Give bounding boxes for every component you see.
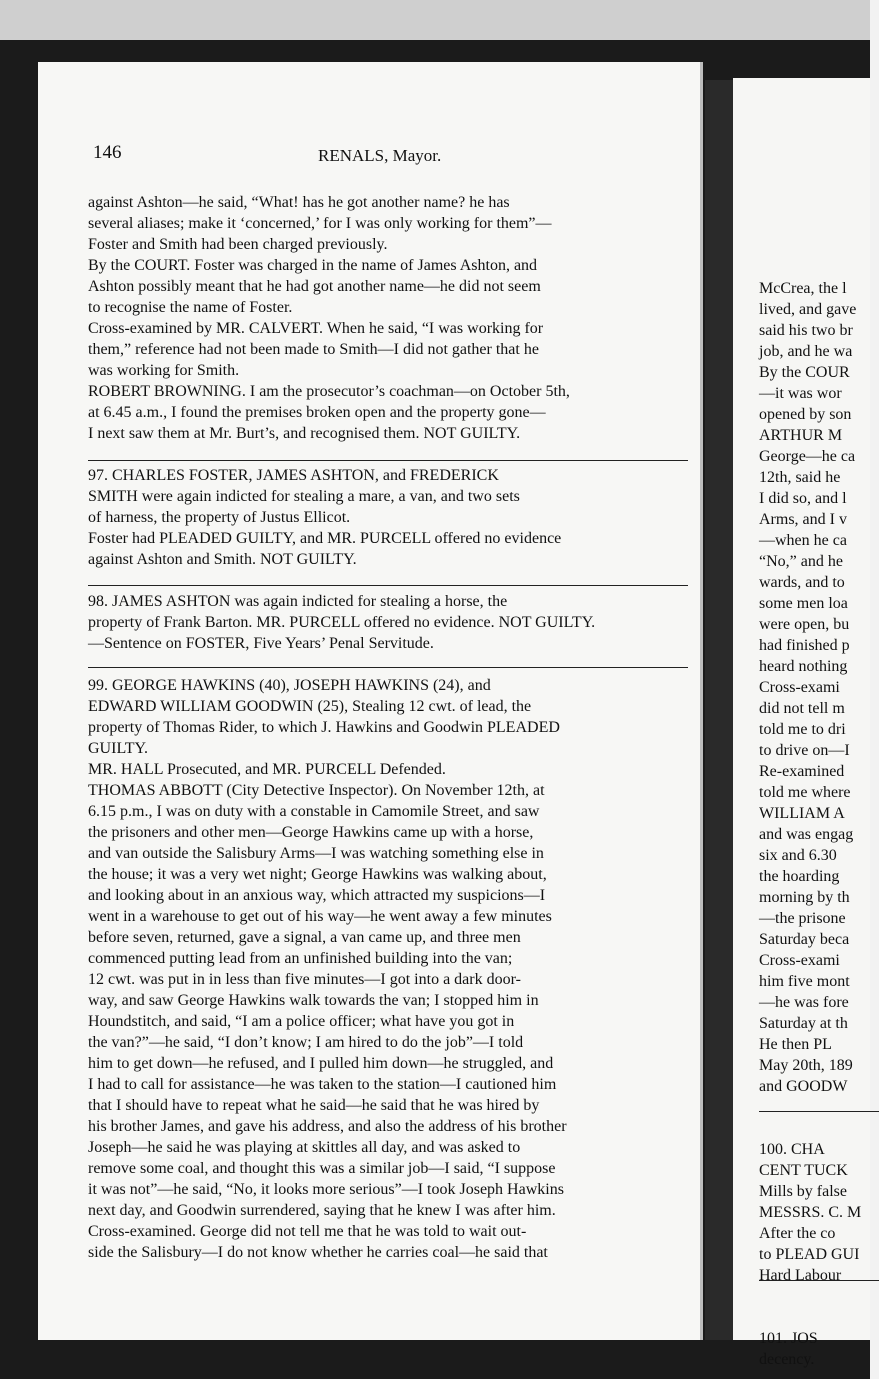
right-section-rule-1 xyxy=(759,1111,879,1112)
text-line-4: Ashton possibly meant that he had got another name—he did not seem xyxy=(88,278,541,295)
right-text-line-12: —when he ca xyxy=(759,532,847,549)
text-line-47: it was not”—he said, “No, it looks more serious”—I took Joseph Hawkins xyxy=(88,1181,564,1198)
text-line-11: I next saw them at Mr. Burt’s, and recognised them. NOT GUILTY. xyxy=(88,425,521,442)
right-text-line-8: George—he ca xyxy=(759,448,856,465)
text-line-41: him to get down—he refused, and I pulled him down—he struggled, and xyxy=(88,1055,554,1072)
text-line-18 xyxy=(88,570,688,591)
right-text-line-0: McCrea, the l xyxy=(759,280,847,297)
right-text-line-15: some men loa xyxy=(759,595,848,612)
text-line-9: ROBERT BROWNING. I am the prosecutor’s coachman—on October 5th, xyxy=(88,383,570,400)
right-text-line-38: and GOODW xyxy=(759,1078,848,1095)
right-text-line-49 xyxy=(759,1307,879,1328)
left-page-text xyxy=(88,192,688,1263)
right-text-line-10: I did so, and l xyxy=(759,490,847,507)
text-line-44: his brother James, and gave his address, and also the address of his brother xyxy=(88,1118,567,1135)
right-text-line-20: did not tell m xyxy=(759,700,845,717)
right-text-line-34: —he was fore xyxy=(759,994,849,1011)
text-line-45: Joseph—he said he was playing at skittles all day, and was asked to xyxy=(88,1139,521,1156)
text-line-0: against Ashton—he said, “What! has he got another name? he has xyxy=(88,194,510,211)
right-text-line-25: WILLIAM A xyxy=(759,805,845,822)
text-line-25: property of Thomas Rider, to which J. Hawkins and Goodwin PLEADED xyxy=(88,719,560,736)
text-line-21: —Sentence on FOSTER, Five Years’ Penal Servitude. xyxy=(88,635,434,652)
right-text-line-3: job, and he wa xyxy=(759,343,853,360)
text-line-46: remove some coal, and thought this was a similar job—I said, “I suppose xyxy=(88,1160,556,1177)
text-line-30: the prisoners and other men—George Hawkins came up with a horse, xyxy=(88,824,534,841)
right-text-line-45: After the co xyxy=(759,1225,836,1242)
page-number: 146 xyxy=(93,142,122,163)
right-section-rule-2 xyxy=(759,1280,879,1281)
right-text-line-21: told me to dri xyxy=(759,721,846,738)
right-text-line-9: 12th, said he xyxy=(759,469,841,486)
text-line-26: GUILTY. xyxy=(88,740,149,757)
right-text-line-1: lived, and gave xyxy=(759,301,857,318)
text-line-40: the van?”—he said, “I don’t know; I am hired to do the job”—I told xyxy=(88,1034,524,1051)
section-rule-97 xyxy=(88,460,688,461)
right-text-line-14: wards, and to xyxy=(759,574,845,591)
text-line-24: EDWARD WILLIAM GOODWIN (25), Stealing 12 cwt. of lead, the xyxy=(88,698,532,715)
text-line-39: Houndstitch, and said, “I am a police officer; what have you got in xyxy=(88,1013,515,1030)
right-text-line-47: Hard Labour xyxy=(759,1267,842,1284)
right-text-line-29: morning by th xyxy=(759,889,850,906)
text-line-42: I had to call for assistance—he was taken to the station—I cautioned him xyxy=(88,1076,557,1093)
text-line-13: 97. CHARLES FOSTER, JAMES ASHTON, and FREDERICK xyxy=(88,467,499,484)
right-text-line-11: Arms, and I v xyxy=(759,511,847,528)
right-text-line-17: had finished p xyxy=(759,637,850,654)
right-text-line-40 xyxy=(759,1118,879,1139)
right-text-line-28: the hoarding xyxy=(759,868,840,885)
right-text-line-22: to drive on—I xyxy=(759,742,850,759)
right-text-line-7: ARTHUR M xyxy=(759,427,843,444)
right-text-line-41: 100. CHA xyxy=(759,1141,825,1158)
right-text-line-16: were open, bu xyxy=(759,616,850,633)
text-line-1: several aliases; make it ‘concerned,’ for I was only working for them”— xyxy=(88,215,552,232)
right-text-line-26: and was engag xyxy=(759,826,854,843)
text-line-20: property of Frank Barton. MR. PURCELL offered no evidence. NOT GUILTY. xyxy=(88,614,596,631)
right-text-line-50: 101. JOS xyxy=(759,1330,818,1347)
right-text-line-35: Saturday at th xyxy=(759,1015,848,1032)
text-line-7: them,” reference had not been made to Smith—I did not gather that he xyxy=(88,341,539,358)
text-line-32: the house; it was a very wet night; George Hawkins was walking about, xyxy=(88,866,547,883)
right-text-line-24: told me where xyxy=(759,784,851,801)
text-line-19: 98. JAMES ASHTON was again indicted for stealing a horse, the xyxy=(88,593,508,610)
text-line-34: went in a warehouse to get out of his way—he went away a few minutes xyxy=(88,908,552,925)
text-line-23: 99. GEORGE HAWKINS (40), JOSEPH HAWKINS (24), and xyxy=(88,677,491,694)
text-line-22 xyxy=(88,654,688,675)
text-line-50: side the Salisbury—I do not know whether he carries coal—he said that xyxy=(88,1244,548,1261)
right-text-line-32: Cross-exami xyxy=(759,952,840,969)
text-line-14: SMITH were again indicted for stealing a mare, a van, and two sets xyxy=(88,488,520,505)
text-line-16: Foster had PLEADED GUILTY, and MR. PURCELL offered no evidence xyxy=(88,530,562,547)
text-line-12 xyxy=(88,444,688,465)
book-spine xyxy=(705,80,733,1340)
text-line-48: next day, and Goodwin surrendered, saying that he knew I was after him. xyxy=(88,1202,556,1219)
text-line-15: of harness, the property of Justus Ellicot. xyxy=(88,509,351,526)
text-line-27: MR. HALL Prosecuted, and MR. PURCELL Defended. xyxy=(88,761,446,778)
right-text-line-51: decency. xyxy=(759,1351,815,1368)
right-text-line-43: Mills by false xyxy=(759,1183,847,1200)
text-line-35: before seven, returned, gave a signal, a van came up, and three men xyxy=(88,929,521,946)
text-line-10: at 6.45 a.m., I found the premises broken open and the property gone— xyxy=(88,404,546,421)
right-text-line-6: opened by son xyxy=(759,406,852,423)
text-line-36: commenced putting lead from an unfinished building into the van; xyxy=(88,950,513,967)
right-text-line-13: “No,” and he xyxy=(759,553,843,570)
right-page-text xyxy=(759,278,879,1370)
text-line-31: and van outside the Salisbury Arms—I was watching something else in xyxy=(88,845,544,862)
right-text-line-5: —it was wor xyxy=(759,385,842,402)
right-text-line-23: Re-examined xyxy=(759,763,845,780)
right-text-line-46: to PLEAD GUI xyxy=(759,1246,860,1263)
right-text-line-42: CENT TUCK xyxy=(759,1162,848,1179)
right-text-line-18: heard nothing xyxy=(759,658,848,675)
right-text-line-39 xyxy=(759,1097,879,1118)
text-line-5: to recognise the name of Foster. xyxy=(88,299,293,316)
text-line-2: Foster and Smith had been charged previously. xyxy=(88,236,388,253)
text-line-29: 6.15 p.m., I was on duty with a constable in Camomile Street, and saw xyxy=(88,803,540,820)
text-line-37: 12 cwt. was put in in less than five minutes—I got into a dark door- xyxy=(88,971,521,988)
text-line-49: Cross-examined. George did not tell me that he was told to wait out- xyxy=(88,1223,527,1240)
section-rule-99 xyxy=(88,667,688,668)
right-text-line-33: him five mont xyxy=(759,973,850,990)
right-text-line-44: MESSRS. C. M xyxy=(759,1204,862,1221)
right-text-line-31: Saturday beca xyxy=(759,931,850,948)
text-line-38: way, and saw George Hawkins walk towards the van; I stopped him in xyxy=(88,992,539,1009)
right-text-line-48 xyxy=(759,1286,879,1307)
right-text-line-27: six and 6.30 xyxy=(759,847,837,864)
text-line-8: was working for Smith. xyxy=(88,362,240,379)
text-line-28: THOMAS ABBOTT (City Detective Inspector). On November 12th, at xyxy=(88,782,545,799)
right-text-line-30: —the prisone xyxy=(759,910,846,927)
text-line-3: By the COURT. Foster was charged in the name of James Ashton, and xyxy=(88,257,538,274)
section-rule-98 xyxy=(88,585,688,586)
right-text-line-4: By the COUR xyxy=(759,364,850,381)
text-line-6: Cross-examined by MR. CALVERT. When he said, “I was working for xyxy=(88,320,544,337)
right-page xyxy=(733,78,870,1368)
text-line-17: against Ashton and Smith. NOT GUILTY. xyxy=(88,551,357,568)
text-line-43: that I should have to repeat what he said—he said that he was hired by xyxy=(88,1097,540,1114)
running-title: RENALS, Mayor. xyxy=(318,146,442,165)
right-text-line-2: said his two br xyxy=(759,322,853,339)
right-text-line-37: May 20th, 189 xyxy=(759,1057,853,1074)
right-text-line-36: He then PL xyxy=(759,1036,832,1053)
text-line-33: and looking about in an anxious way, which attracted my suspicions—I xyxy=(88,887,546,904)
right-text-line-19: Cross-exami xyxy=(759,679,840,696)
